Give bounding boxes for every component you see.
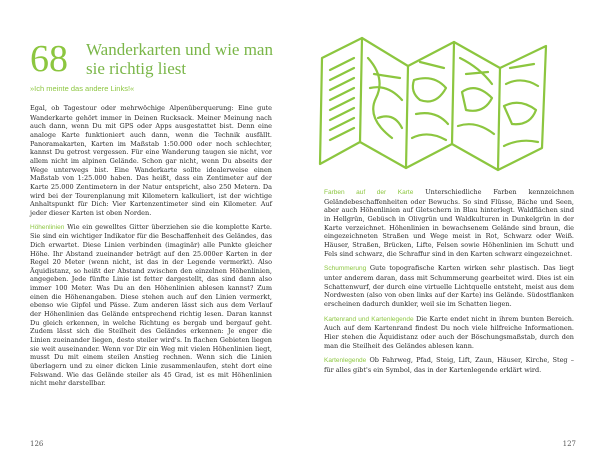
paragraph-text: Die Karte endet nicht in ihrem bunten Bereich. Auch auf dem Kartenrand findest Du noch viele hilfreiche Informationen. Hier stehen die Äquidistanz oder auch der Böschungsmaßstab, durch den man die Steilheit des Geländes ablesen kann. (324, 314, 575, 350)
paragraph-lead: Höhenlinien (30, 223, 65, 231)
paragraph (30, 104, 272, 218)
paragraph-text: Wie ein gewelltes Gitter überziehen sie die komplette Karte. Sie sind ein wichtiger Indikator für die Beschaffenheit des Geländes, das Dich erwartet. Diese Linien verbinden (imaginär) alle Punkte gleicher Höhe. Ihr Abstand zueinander beträgt auf den 25.000er Karten in der Regel 20 Meter (wenn nicht, ist das in der Legende vermerkt). Also Äquidistanz, so heißt der Abstand zwischen den einzelnen Höhenlinien, angegeben. Jede fünfte Linie ist fetter dargestellt, das sind dann also immer 100 Meter. Was Du an den Höhenlinien ablesen kannst? Zum einen die Höhenangaben. Diese stehen auch auf den Linien vermerkt, ebenso wie Gipfel und Pässe. Zum anderen lässt sich aus dem Verlauf der Höhenlinien das Gelände entsprechend richtig lesen. Daran kannst Du gleich erkennen, in welche Richtung es bergab und bergauf geht. Zudem lässt sich die Steilheit des Geländes erkennen: Je enger die Linien zueinander liegen, desto steiler wird's. In flachen Gebieten liegen sie weit auseinander. Wenn vor Dir ein Weg mit vielen Höhenlinien liegt, musst Du mit einem steilen Anstieg rechnen. Wenn sich die Linien überlagern und zu einer dicken Linie zusammenlaufen, steht dort eine Felswand. Wie das Gelände steiler als 45 Grad, ist es mit Höhenlinien nicht mehr darstellbar. (30, 222, 272, 388)
paragraph-text: Gute topografische Karten wirken sehr plastisch. Das liegt unter anderem daran, dass mit Schummerung gearbeitet wird. Dies ist ein Schattenwurf, der durch eine virtuelle Lichtquelle entsteht, meist aus dem Nordwesten (also von oben links auf der Karte) ins Gelände. Südostflanken erscheinen dadurch dunkler, weil sie im Schatten liegen. (324, 264, 574, 308)
paragraph-text: Ob Fahrweg, Pfad, Steig, Lift, Zaun, Häuser, Kirche, Steg – für alles gibt's ein Symbol, das in der Kartenlegende erklärt wird. (324, 356, 574, 374)
chapter-subtitle: »Ich meinte das andere Links!« (30, 84, 135, 93)
paragraph (324, 188, 574, 258)
right-page (300, 0, 600, 462)
paragraph (324, 315, 574, 351)
paragraph (324, 356, 574, 374)
paragraph-lead: Kartenlegende (324, 357, 367, 365)
paragraph (30, 223, 272, 388)
paragraph (324, 264, 574, 308)
chapter-number: 68 (30, 38, 68, 80)
left-body (30, 104, 272, 388)
paragraph-text: Unterschiedliche Farben kennzeichnen Geländebeschaffenheiten oder Bewuchs. So sind Flüsse, Bäche und Seen, aber auch Höhenlinien auf Gletschern in Blau hinterlegt. Waldflächen sind in Hellgrün, Gebüsch in Olivgrün und Waldkulturen in Dunkelgrün in der Karte verzeichnet. Höhenlinien in bewachsenem Gelände sind braun, die eingezeichneten Straßen und Wege meist in Rot, Schwarz oder Weiß. Häuser, Straßen, Brücken, Lifte, Felsen sowie Höhenlinien im Schutt und Fels sind schwarz, die Schraffur sind in den Karten schwarz eingezeichnet. (324, 188, 575, 258)
right-body (324, 188, 574, 374)
page-number: 127 (562, 440, 576, 448)
paragraph-lead: Kartenrand und Kartenlegende (324, 315, 414, 323)
folded-map-icon (316, 28, 556, 178)
paragraph-lead: Schummerung (324, 265, 367, 273)
paragraph-text: Egal, ob Tagestour oder mehrwöchige Alpenüberquerung: Eine gute Wanderkarte gehört immer in Deinen Rucksack. Meiner Meinung nach auch dann, wenn Du mit GPS oder Apps ausgestattet bist. Denn eine analoge Karte funktioniert auch dann, wenn die Technik ausfällt. Panoramakarten, Karten im Maßstab 1:50.000 oder noch schlechter, kannst Du getrost vergessen. Für eine Wanderung taugen sie nicht, vor allem nicht im alpinen Gelände. Schon gar nicht, wenn Du abseits der Wege unterwegs bist. Eine Wanderkarte sollte idealerweise einen Maßstab von 1:25.000 haben. Das heißt, dass ein Zentimeter auf der Karte 25.000 Zentimetern in der Natur entspricht, also 250 Metern. Da wird bei der Tourenplanung mit Kilometern kalkuliert, ist der wichtige Anhaltspunkt für Dich: Vier Kartenzentimeter sind ein Kilometer. Auf jeder dieser Karten ist oben Norden. (30, 104, 272, 217)
chapter-title: Wanderkarten und wie man sie richtig liest (86, 40, 273, 78)
page-number: 126 (30, 440, 44, 448)
paragraph-lead: Farben auf der Karte (324, 189, 414, 196)
